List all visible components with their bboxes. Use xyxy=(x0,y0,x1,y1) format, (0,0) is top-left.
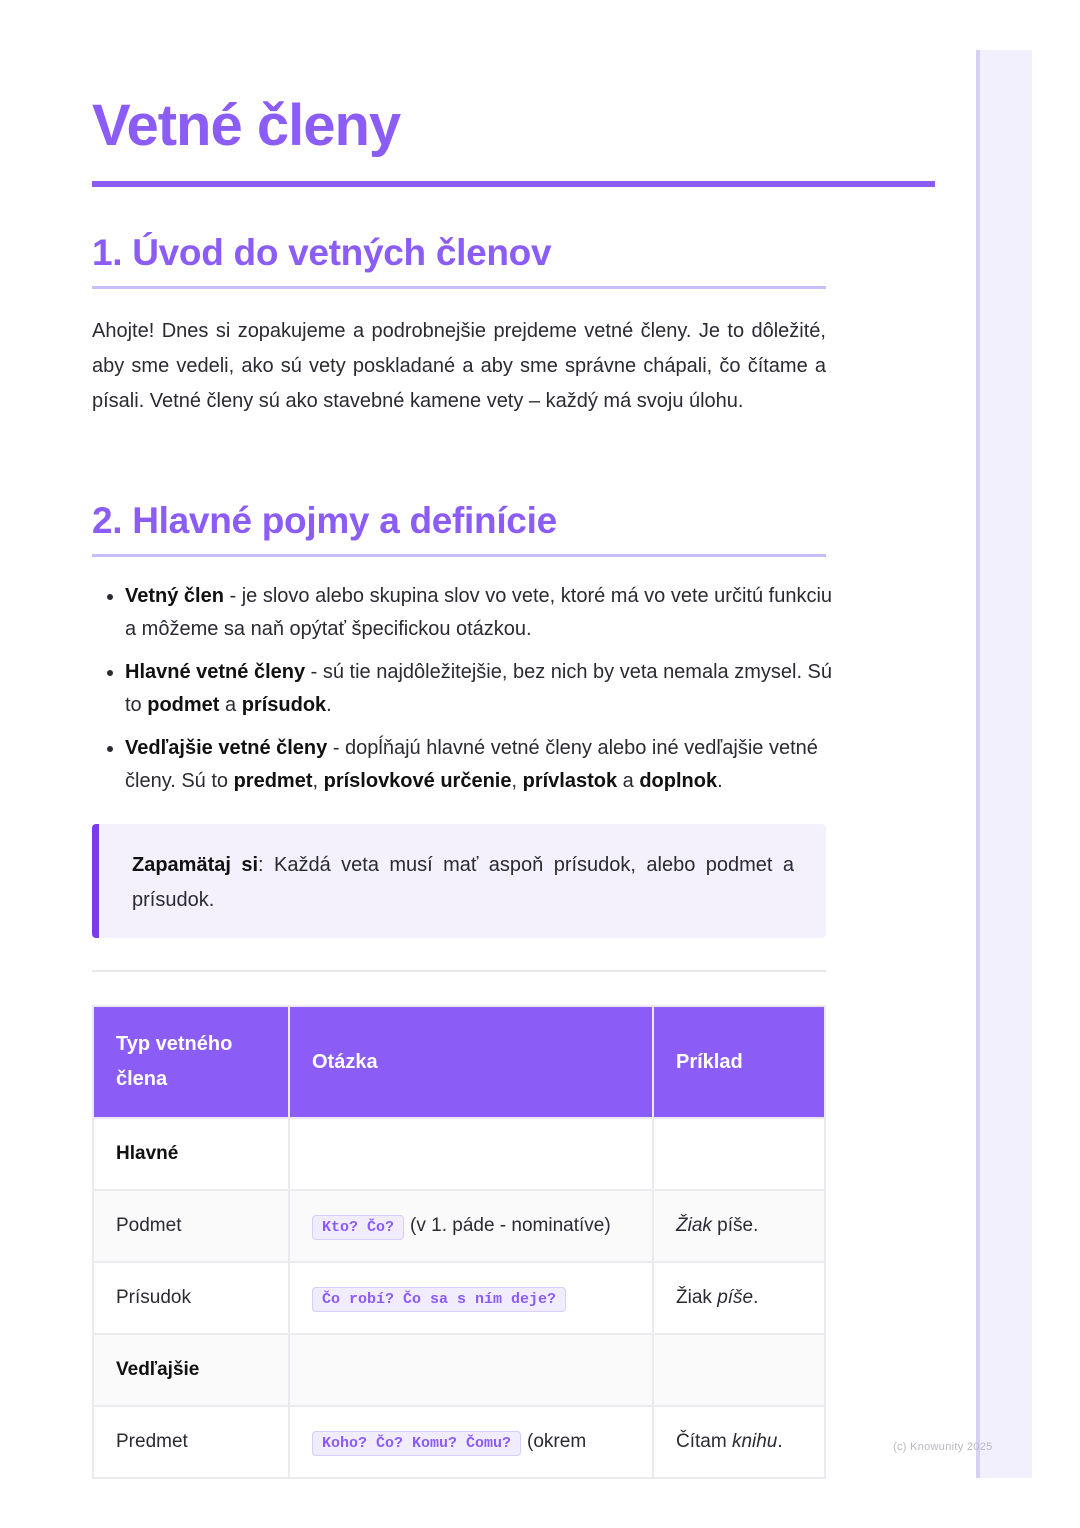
section-heading-intro: 1. Úvod do vetných členov xyxy=(92,232,826,289)
type-cell: Prísudok xyxy=(93,1262,289,1334)
question-note: (v 1. páde - nominatíve) xyxy=(410,1215,611,1236)
list-item xyxy=(125,656,845,722)
separator: a xyxy=(617,770,640,792)
question-code: Kto? Čo? xyxy=(312,1215,404,1240)
empty-cell xyxy=(289,1118,653,1190)
definition: - je slovo alebo skupina slov vo vete, ktoré má vo vete určitú funkciu a môžeme sa naň opýtať špecifickou otázkou. xyxy=(125,585,833,640)
empty-cell xyxy=(289,1334,653,1406)
example-cell xyxy=(653,1190,825,1262)
example-cell xyxy=(653,1262,825,1334)
group-label: Vedľajšie xyxy=(116,1359,200,1380)
callout-label: Zapamätaj si xyxy=(132,854,259,876)
definitions-list xyxy=(92,580,845,808)
term: Hlavné vetné členy xyxy=(125,661,306,683)
table-row xyxy=(93,1406,825,1478)
separator: . xyxy=(326,694,332,716)
group-label: Hlavné xyxy=(116,1143,179,1164)
type-cell: Predmet xyxy=(93,1406,289,1478)
type-cell: Podmet xyxy=(93,1190,289,1262)
remember-callout xyxy=(92,824,826,938)
question-cell xyxy=(289,1190,653,1262)
table-row xyxy=(93,1334,825,1406)
column-header: Typ vetného člena xyxy=(93,1006,289,1118)
example-highlight: Žiak xyxy=(676,1215,712,1236)
separator: . xyxy=(717,770,723,792)
example-text: . xyxy=(753,1287,759,1308)
example-text: . xyxy=(777,1431,783,1452)
term: podmet xyxy=(147,694,220,716)
divider xyxy=(92,970,826,972)
table-header-row xyxy=(93,1006,825,1118)
table-row xyxy=(93,1190,825,1262)
empty-cell xyxy=(653,1118,825,1190)
separator: , xyxy=(312,770,324,792)
definition: - sú tie najdôležitejšie, bez nich by veta nemala zmysel. Sú to xyxy=(125,661,833,716)
term: prívlastok xyxy=(522,770,618,792)
section-heading-definitions: 2. Hlavné pojmy a definície xyxy=(92,500,826,557)
list-item xyxy=(125,580,845,646)
term: prísudok xyxy=(241,694,327,716)
type-cell xyxy=(93,1118,289,1190)
callout-text: Každá veta musí mať aspoň prísudok, alebo podmet a prísudok. xyxy=(132,854,794,911)
example-cell xyxy=(653,1406,825,1478)
definition: - dopĺňajú hlavné vetné členy alebo iné vedľajšie vetné členy. Sú to xyxy=(125,737,818,792)
question-code: Čo robí? Čo sa s ním deje? xyxy=(312,1287,566,1312)
term: predmet xyxy=(233,770,313,792)
side-panel xyxy=(976,50,1032,1478)
question-code: Koho? Čo? Komu? Čomu? xyxy=(312,1431,521,1456)
term: Vedľajšie vetné členy xyxy=(125,737,328,759)
column-header: Príklad xyxy=(653,1006,825,1118)
term: príslovkové určenie xyxy=(323,770,512,792)
example-text: Čítam xyxy=(676,1431,732,1452)
question-note: (okrem xyxy=(527,1431,587,1452)
column-header: Otázka xyxy=(289,1006,653,1118)
separator: , xyxy=(511,770,523,792)
example-highlight: píše xyxy=(717,1287,754,1308)
intro-paragraph: Ahojte! Dnes si zopakujeme a podrobnejšie prejdeme vetné členy. Je to dôležité, aby sme vedeli, ako sú vety poskladané a aby sme správne chápali, čo čítame a písali. Vetné členy sú ako stavebné kamene vety – každý má svoju úlohu. xyxy=(92,320,826,412)
table-row xyxy=(93,1262,825,1334)
question-cell xyxy=(289,1406,653,1478)
example-highlight: knihu xyxy=(731,1431,778,1452)
term: Vetný člen xyxy=(125,585,224,607)
list-item xyxy=(125,732,845,798)
empty-cell xyxy=(653,1334,825,1406)
table-row xyxy=(93,1118,825,1190)
sentence-members-table xyxy=(92,1005,826,1479)
copyright: (c) Knowunity 2025 xyxy=(893,1441,993,1453)
example-text: píše. xyxy=(711,1215,759,1236)
question-cell xyxy=(289,1262,653,1334)
colon: : xyxy=(258,854,264,876)
title-divider xyxy=(92,181,935,187)
example-text: Žiak xyxy=(676,1287,718,1308)
page-title: Vetné členy xyxy=(92,93,401,158)
type-cell xyxy=(93,1334,289,1406)
separator: a xyxy=(219,694,242,716)
term: doplnok xyxy=(639,770,718,792)
